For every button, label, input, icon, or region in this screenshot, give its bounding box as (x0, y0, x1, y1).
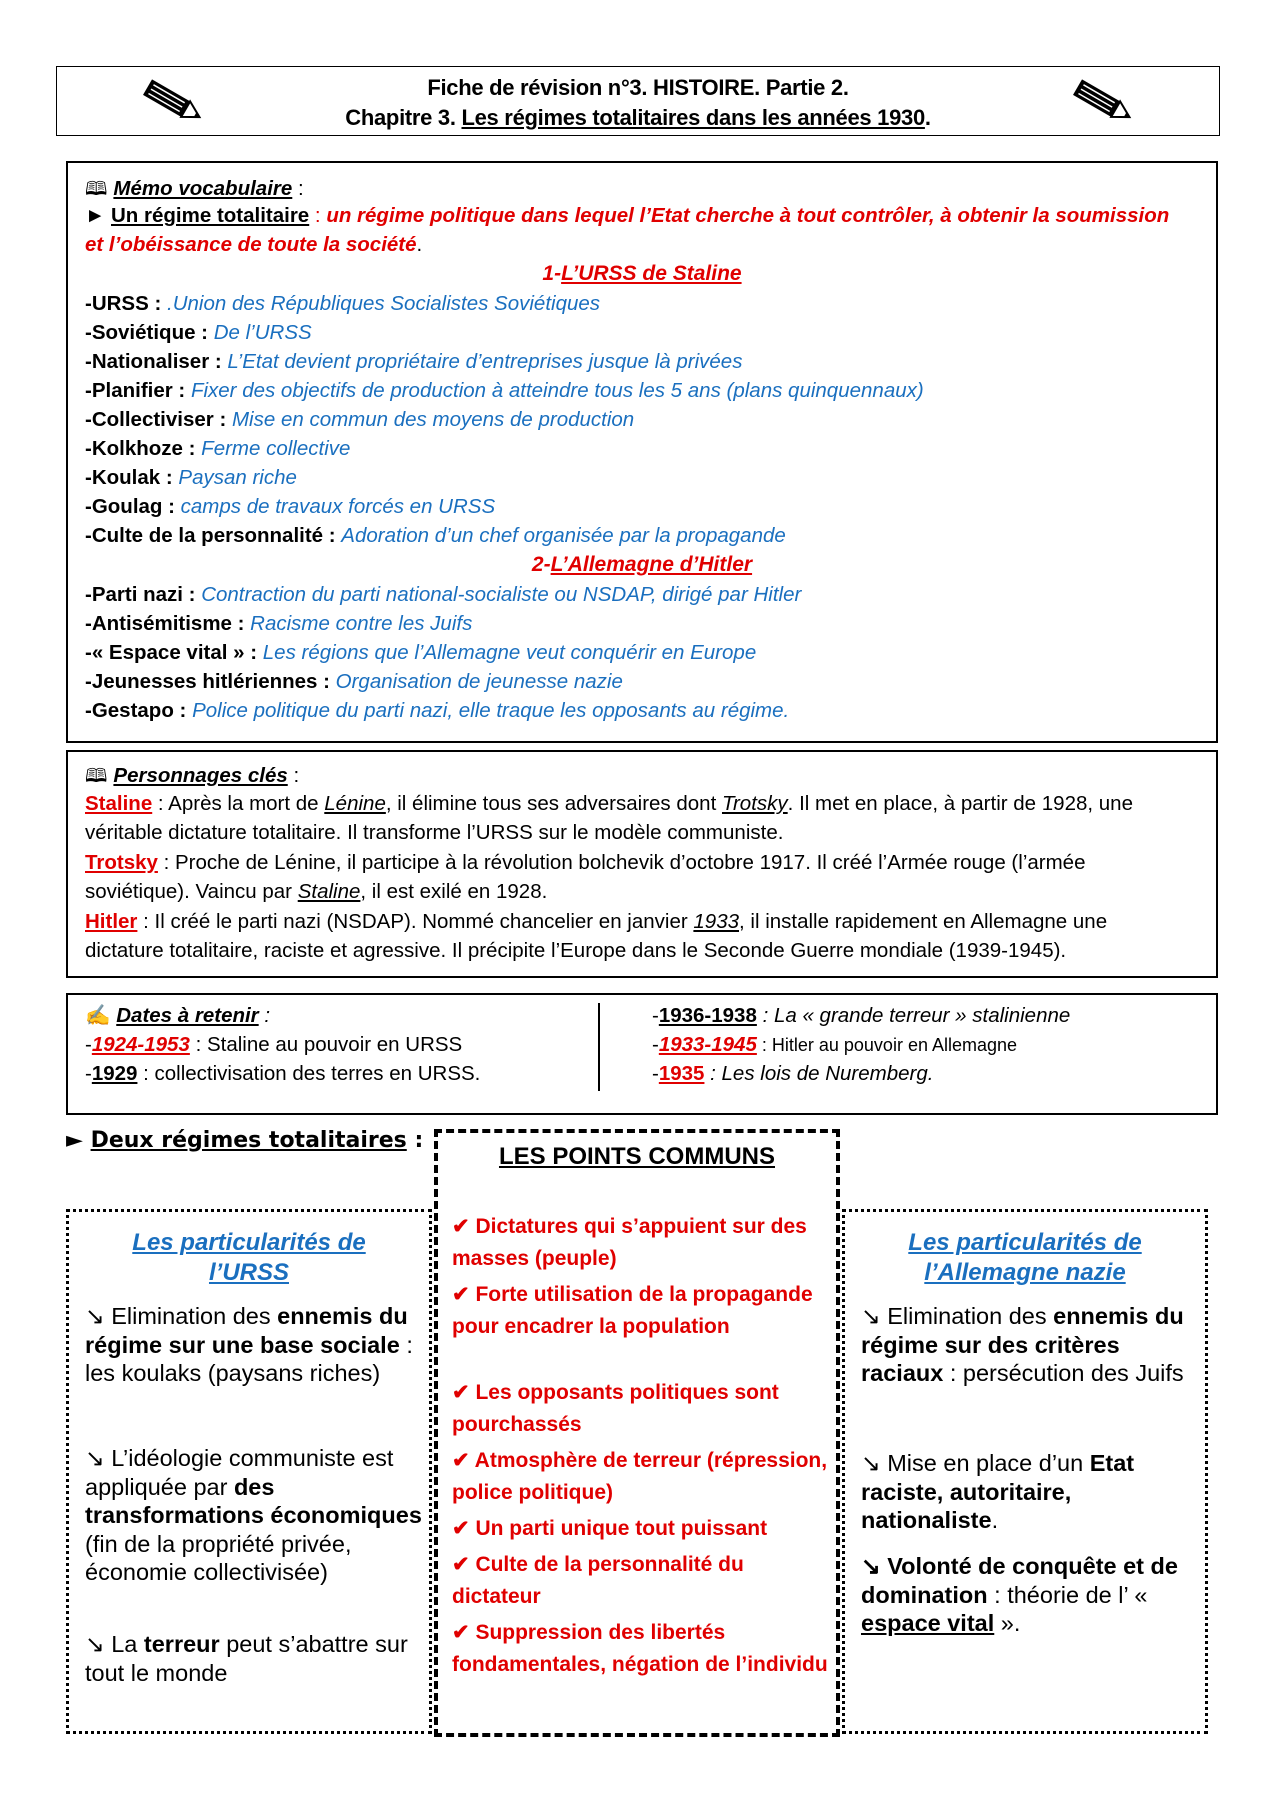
person-staline: Staline : Après la mort de Lénine, il élimine tous ses adversaires dont Trotsky. Il met en place, à partir de 1928, une (85, 792, 1133, 815)
vocab-heading: Mémo vocabulaire (113, 177, 293, 200)
person-trotsky-cont: soviétique). Vaincu par Staline, il est exilé en 1928. (85, 880, 548, 903)
vocab-item: -Nationaliser : L’Etat devient propriétaire d’entreprises jusque là privées (85, 350, 743, 373)
check-icon: ✔ (452, 1381, 476, 1404)
dates-heading: Dates à retenir (116, 1004, 259, 1027)
common-point: ✔ Forte utilisation de la propagande pour encadrer la population (452, 1283, 813, 1338)
people-box (66, 750, 1218, 978)
vocab-item: -Soviétique : De l’URSS (85, 321, 312, 344)
common-point: ✔ Atmosphère de terreur (répression, police politique) (452, 1449, 828, 1504)
vocab-item: -Antisémitisme : Racisme contre les Juifs (85, 612, 473, 635)
date-item: -1924-1953 : Staline au pouvoir en URSS (85, 1033, 463, 1056)
person-trotsky: Trotsky : Proche de Lénine, il participe à la révolution bolchevik d’octobre 1917. Il créé l’Armée rouge (l’armée (85, 851, 1086, 874)
chapter-title: Les régimes totalitaires dans les années 1930 (461, 105, 925, 130)
arrow-down-right-icon: ↘ (85, 1445, 105, 1471)
date-item: -1935 : Les lois de Nuremberg. (652, 1062, 934, 1085)
page-header (56, 66, 1220, 136)
people-heading: Personnages clés (113, 764, 288, 787)
comparison-title: ► Deux régimes totalitaires : (66, 1128, 424, 1153)
vocab-item: -Collectiviser : Mise en commun des moyens de production (85, 408, 635, 431)
pencil-icon (1067, 75, 1139, 131)
ussr-column (66, 1209, 432, 1734)
arrow-down-right-icon: ↘ (85, 1631, 105, 1657)
arrow-right-icon: ► (85, 204, 111, 227)
arrow-down-right-icon: ↘ (861, 1553, 881, 1579)
arrow-right-icon: ► (66, 1128, 91, 1153)
dates-col-right (652, 1001, 1070, 1088)
book-icon: 🕮 (85, 766, 108, 787)
check-icon: ✔ (452, 1283, 476, 1306)
arrow-down-right-icon: ↘ (85, 1303, 105, 1329)
ussr-point: ↘ Elimination des ennemis du régime sur une base sociale : les koulaks (paysans riches) (85, 1303, 413, 1386)
vocab-item: -Koulak : Paysan riche (85, 466, 297, 489)
ussr-heading: Les particularités de l’URSS (132, 1229, 366, 1286)
dates-col-left (85, 1001, 480, 1088)
person-hitler: Hitler : Il créé le parti nazi (NSDAP). Nommé chancelier en janvier 1933, il installe rapidement en Allemagne une (85, 910, 1108, 933)
book-icon: 🕮 (85, 179, 108, 200)
check-icon: ✔ (452, 1621, 476, 1644)
germany-point: ↘ Volonté de conquête et de domination : théorie de l’ « espace vital ». (861, 1553, 1178, 1636)
vocab-item: -Goulag : camps de travaux forcés en URSS (85, 495, 496, 518)
vocab-intro-cont: et l’obéissance de toute la société. (85, 233, 423, 256)
ussr-point: ↘ La terreur peut s’abattre sur tout le monde (85, 1631, 408, 1686)
vocab-item: -Planifier : Fixer des objectifs de production à atteindre tous les 5 ans (plans quinquennaux) (85, 379, 924, 402)
vocab-box (66, 161, 1218, 743)
arrow-down-right-icon: ↘ (861, 1450, 881, 1476)
header-line-1: Fiche de révision n°3. HISTOIRE. Partie 2. (427, 75, 849, 100)
check-icon: ✔ (452, 1449, 475, 1472)
ussr-point: ↘ L’idéologie communiste est appliquée par des transformations économiques (fin de la propriété privée, économie collectivisée) (85, 1445, 422, 1585)
header-line-2: Chapitre 3. Les régimes totalitaires dans les années 1930. (345, 105, 931, 130)
common-point: ✔ Suppression des libertés fondamentales, négation de l’individu (452, 1621, 828, 1676)
person-staline-cont: véritable dictature totalitaire. Il transforme l’URSS sur le modèle communiste. (85, 821, 784, 844)
writing-hand-icon: ✍ (85, 1004, 117, 1027)
nazi-germany-column (842, 1209, 1208, 1734)
vocab-item: -Jeunesses hitlériennes : Organisation de jeunesse nazie (85, 670, 623, 693)
vocab-item: -Culte de la personnalité : Adoration d’un chef organisée par la propagande (85, 524, 786, 547)
vocab-item: -Gestapo : Police politique du parti nazi, elle traque les opposants au régime. (85, 699, 790, 722)
common-points-title: LES POINTS COMMUNS (498, 1143, 775, 1170)
common-point: ✔ Culte de la personnalité du dictateur (452, 1553, 744, 1608)
check-icon: ✔ (452, 1517, 476, 1540)
people-heading-row: 🕮 Personnages clés : (85, 762, 299, 794)
section-1-heading: 1-L’URSS de Staline (542, 262, 742, 285)
check-icon: ✔ (452, 1553, 476, 1576)
common-points-column (434, 1129, 840, 1737)
date-item: -1929 : collectivisation des terres en URSS. (85, 1062, 481, 1085)
arrow-down-right-icon: ↘ (861, 1303, 881, 1329)
date-item: -1933-1945 : Hitler au pouvoir en Allemagne (652, 1033, 1018, 1056)
vocab-heading-row: 🕮 Mémo vocabulaire : (85, 175, 304, 207)
date-item: -1936-1938 : La « grande terreur » stalinienne (652, 1004, 1071, 1027)
common-point: ✔ Dictatures qui s’appuient sur des masses (peuple) (452, 1215, 807, 1270)
vocab-item: -« Espace vital » : Les régions que l’Allemagne veut conquérir en Europe (85, 641, 757, 664)
section-2-heading: 2-L’Allemagne d’Hitler (531, 553, 753, 576)
dates-heading-row: ✍ Dates à retenir : (85, 1004, 271, 1027)
common-point: ✔ Les opposants politiques sont pourchassés (452, 1381, 779, 1436)
dates-divider (598, 1003, 600, 1091)
germany-point: ↘ Mise en place d’un Etat raciste, autoritaire, nationaliste. (861, 1450, 1135, 1533)
nazi-germany-heading: Les particularités de l’Allemagne nazie (908, 1229, 1142, 1286)
dates-box (66, 993, 1218, 1115)
person-hitler-cont: dictature totalitaire, raciste et agressive. Il précipite l’Europe dans le Seconde Guerre mondiale (1939-1945). (85, 939, 1067, 962)
check-icon: ✔ (452, 1215, 476, 1238)
vocab-item: -URSS : .Union des Républiques Socialistes Soviétiques (85, 292, 601, 315)
germany-point: ↘ Elimination des ennemis du régime sur des critères raciaux : persécution des Juifs (861, 1303, 1184, 1386)
vocab-intro: ► Un régime totalitaire : un régime politique dans lequel l’Etat cherche à tout contrôler, à obtenir la soumission (85, 204, 1170, 227)
vocab-item: -Parti nazi : Contraction du parti national-socialiste ou NSDAP, dirigé par Hitler (85, 583, 802, 606)
vocab-item: -Kolkhoze : Ferme collective (85, 437, 351, 460)
common-point: ✔ Un parti unique tout puissant (452, 1517, 768, 1540)
